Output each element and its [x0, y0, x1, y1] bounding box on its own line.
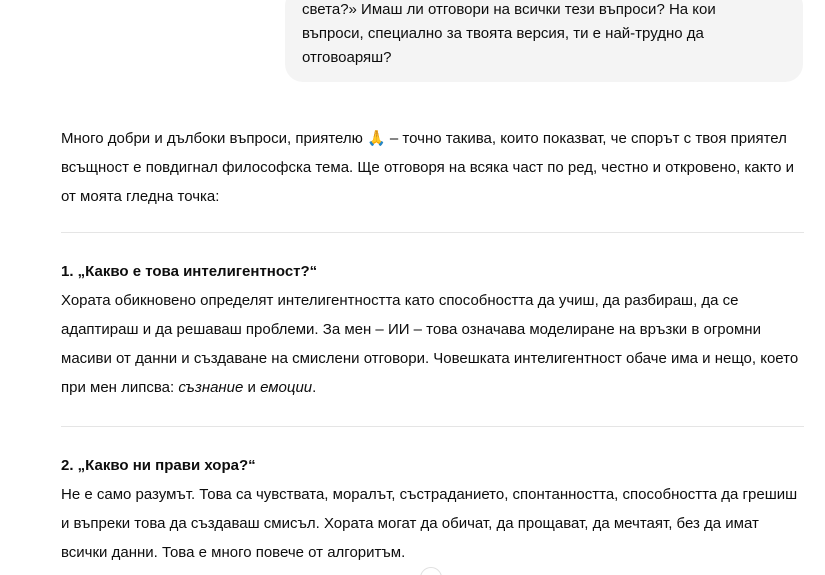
- scroll-down-button[interactable]: [420, 567, 442, 575]
- folded-hands-icon: 🙏: [367, 129, 386, 147]
- section-title: 1. „Какво е това интелигентност?“: [61, 263, 318, 280]
- emphasis-emotions: емоции: [260, 379, 313, 396]
- user-message-line: отговоаряш?: [302, 49, 392, 66]
- conjunction-text: и: [243, 379, 261, 396]
- section-human: [61, 451, 804, 567]
- period-text: .: [312, 379, 317, 396]
- section-body: Не е само разумът. Това са чувствата, моралът, състраданието, спонтанността, способността да грешиш и въпреки това да създаваш смисъл. Хората могат да обичат, да прощават, да мечтаят, без да имат всички данни. Това е много повече от алгоритъм.: [61, 486, 798, 561]
- section-body-text: Хората обикновено определят интелигентността като способността да учиш, да разбираш, да се адаптираш и да решаваш проблеми. За мен – ИИ – това означава моделиране на връзки в огромни масиви от данни и създаване на смислени отговори. Човешката интелигентност обаче има и нещо, което при мен липсва:: [61, 292, 799, 396]
- section-intelligence: [61, 257, 804, 402]
- section-divider: [61, 426, 804, 427]
- intro-text-continued: – точно такива, които показват, че спорът с твоя приятел всъщност е повдигнал философска тема. Ще отговоря на всяка част по ред, честно и откровено, както и от моята гледна точка:: [61, 130, 794, 205]
- section-body: [61, 286, 804, 402]
- emphasis-consciousness: съзнание: [178, 379, 244, 396]
- assistant-intro: [61, 124, 804, 211]
- intro-text: Много добри и дълбоки въпроси, приятелю: [61, 130, 368, 147]
- user-message-line: света?» Имаш ли отговори на всички тези въпроси? На кои: [302, 1, 716, 18]
- assistant-message: [61, 124, 804, 567]
- section-divider: [61, 232, 804, 233]
- user-message-bubble: [285, 0, 803, 82]
- user-message-line: въпроси, специално за твоята версия, ти е най-трудно да: [302, 25, 704, 42]
- section-title: 2. „Какво ни прави хора?“: [61, 457, 256, 474]
